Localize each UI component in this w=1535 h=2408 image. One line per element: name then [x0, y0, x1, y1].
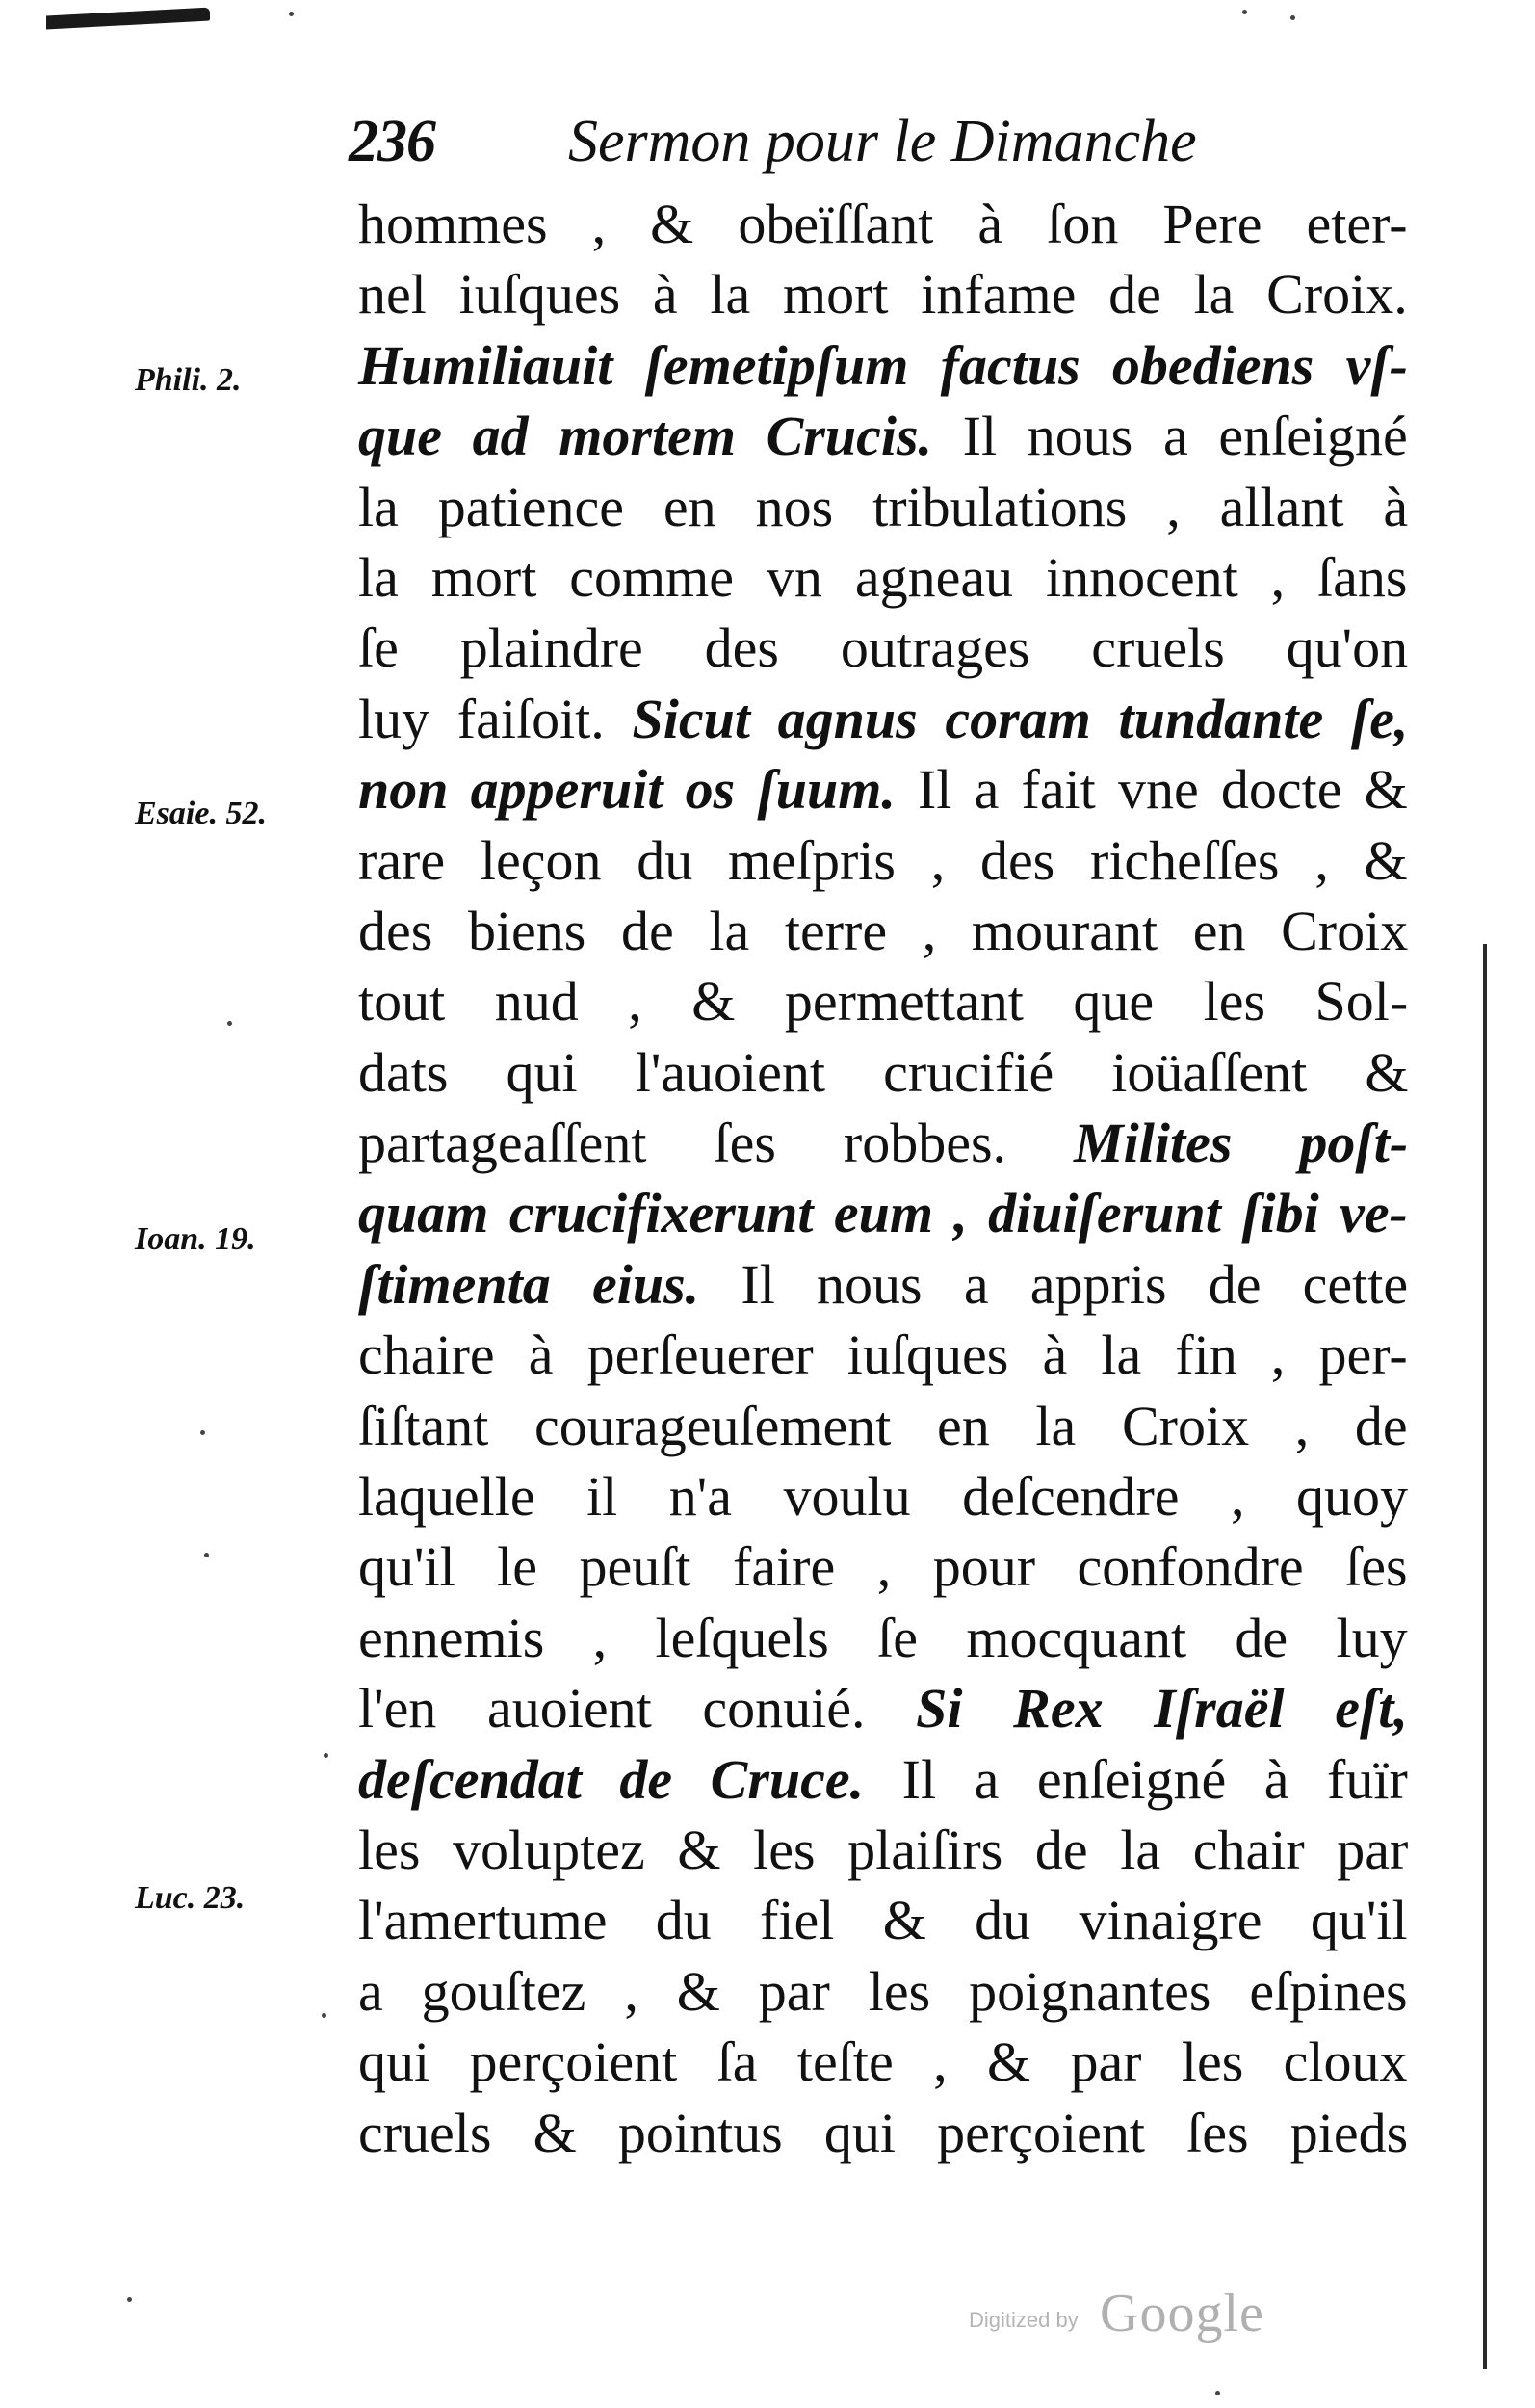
- text-line: [358, 966, 1408, 1036]
- text-line: [358, 189, 1408, 259]
- latin-quotation: Sicut agnus coram tundante ſe,: [632, 687, 1409, 750]
- line-segment: Il nous a appris de cette: [699, 1252, 1409, 1316]
- digitized-stamp: [969, 2283, 1306, 2350]
- text-line: [358, 1885, 1408, 1955]
- text-line: [358, 330, 1408, 401]
- line-segment: nel iuſques à la mort infame de la Croix.: [358, 263, 1408, 327]
- text-line: [358, 1461, 1408, 1531]
- latin-quotation: Si Rex Iſraël eſt,: [916, 1677, 1408, 1741]
- latin-quotation: que ad mortem Crucis.: [358, 405, 933, 468]
- margin-note: Ioan. 19.: [135, 1221, 256, 1257]
- line-segment: cruels & pointus qui perçoient ſes pieds: [358, 2101, 1409, 2164]
- line-segment: Il a enſeigné à fuïr: [864, 1747, 1408, 1811]
- latin-quotation: ſtimenta eius.: [358, 1252, 700, 1316]
- line-segment: laquelle il n'a voulu deſcendre , quoy: [358, 1465, 1409, 1529]
- latin-quotation: deſcendat de Cruce.: [358, 1747, 865, 1811]
- text-line: [358, 1673, 1408, 1743]
- line-segment: la patience en nos tribulations , allant à: [358, 475, 1409, 538]
- line-segment: rare leçon du meſpris , des richeſſes , &: [358, 828, 1408, 892]
- latin-quotation: quam crucifixerunt eum , diuiſerunt ſibi ve-: [358, 1182, 1408, 1245]
- margin-note: Phili. 2.: [135, 362, 242, 398]
- line-segment: dats qui l'auoient crucifié ioüaſſent &: [358, 1040, 1409, 1104]
- scan-speck: [1290, 15, 1295, 20]
- text-line: [358, 1320, 1408, 1390]
- line-segment: chaire à perſeuerer iuſques à la fin , per-: [358, 1323, 1408, 1387]
- margin-note: Esaie. 52.: [135, 796, 267, 831]
- latin-quotation: non apperuit os ſuum.: [358, 758, 896, 822]
- scan-speck: [1242, 10, 1247, 14]
- line-segment: luy faiſoit.: [358, 687, 633, 750]
- digitized-by-label: Digitized by: [969, 2308, 1079, 2332]
- text-line: [358, 1249, 1408, 1320]
- text-line: [358, 1531, 1408, 1602]
- margin-note: Luc. 23.: [135, 1880, 246, 1916]
- text-line: [358, 1744, 1408, 1815]
- sermon-text: [358, 189, 1408, 2168]
- line-segment: Il a fait vne docte &: [895, 758, 1408, 822]
- line-segment: Il nous a enſeigné: [932, 405, 1408, 468]
- line-segment: l'amertume du fiel & du vinaigre qu'il: [358, 1889, 1408, 1952]
- line-segment: ennemis , leſquels ſe mocquant de luy: [358, 1606, 1408, 1669]
- text-line: [358, 1037, 1408, 1108]
- line-segment: hommes , & obeïſſant à ſon Pere eter-: [358, 193, 1408, 255]
- text-line: [358, 542, 1408, 613]
- text-line: [358, 754, 1408, 824]
- text-line: [358, 1956, 1408, 2027]
- line-segment: les voluptez & les plaiſirs de la chair par: [358, 1818, 1409, 1881]
- latin-quotation: Milites poſt-: [1074, 1112, 1409, 1175]
- line-segment: tout nud , & permettant que les Sol-: [358, 970, 1409, 1034]
- scan-speck: [1215, 2391, 1220, 2395]
- line-segment: a gouſtez , & par les poignantes eſpines: [358, 1959, 1408, 2023]
- line-segment: des biens de la terre , mourant en Croix: [358, 899, 1409, 962]
- line-segment: ſe plaindre des outrages cruels qu'on: [358, 616, 1409, 680]
- text-line: [358, 1108, 1408, 1178]
- text-line: [358, 2098, 1408, 2168]
- text-line: [358, 684, 1408, 754]
- text-line: [358, 259, 1408, 329]
- running-head: Sermon pour le Dimanche: [568, 109, 1197, 174]
- line-segment: qu'il le peuſt faire , pour confondre ſes: [358, 1535, 1408, 1599]
- line-segment: la mort comme vn agneau innocent , ſans: [358, 545, 1408, 609]
- line-segment: ſiſtant courageuſement en la Croix , de: [358, 1394, 1408, 1457]
- line-segment: partageaſſent ſes robbes.: [358, 1112, 1075, 1175]
- text-line: [358, 472, 1408, 542]
- text-line: [358, 1603, 1408, 1673]
- text-line: [358, 1815, 1408, 1885]
- page-header: [349, 108, 1408, 195]
- text-line: [358, 1178, 1408, 1248]
- text-line: [358, 613, 1408, 683]
- text-line: [358, 825, 1408, 896]
- text-line: [358, 896, 1408, 966]
- line-segment: qui perçoient ſa teſte , & par les cloux: [358, 2030, 1408, 2094]
- text-line: [358, 401, 1408, 471]
- page-number: 236: [349, 109, 435, 174]
- line-segment: l'en auoient conuié.: [358, 1677, 917, 1741]
- text-line: [358, 2027, 1408, 2097]
- google-logo: Google: [1100, 2284, 1264, 2343]
- text-line: [358, 1391, 1408, 1461]
- margin-notes: [0, 0, 356, 2408]
- latin-quotation: Humiliauit ſemetipſum factus obediens vſ-: [358, 333, 1408, 397]
- scan-edge: [1483, 944, 1487, 2369]
